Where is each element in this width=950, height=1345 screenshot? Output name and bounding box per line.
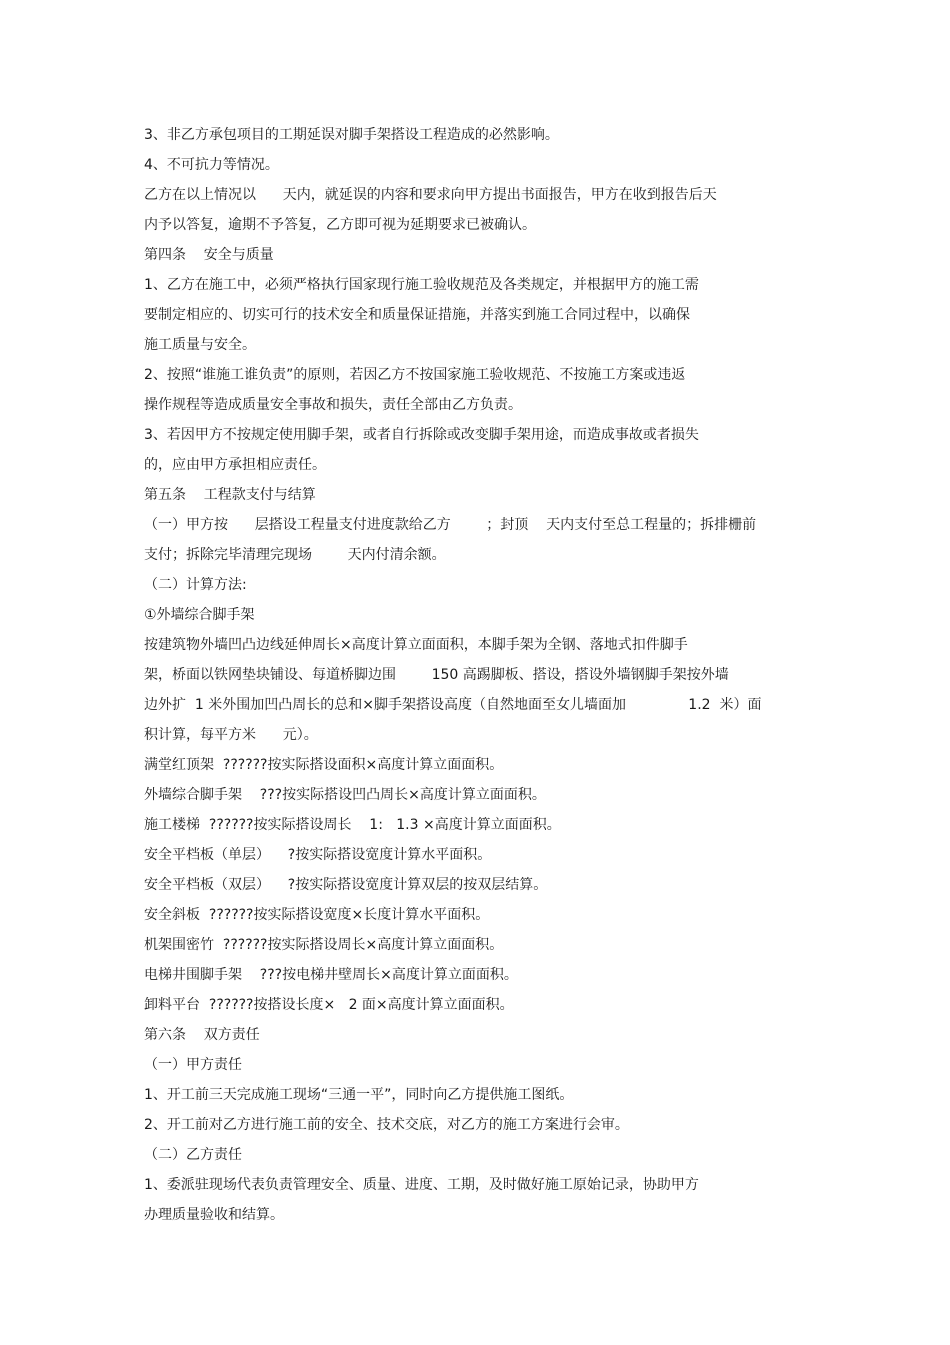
text-line: 的，应由甲方承担相应责任。 xyxy=(144,457,326,473)
section-heading: 第四条 安全与质量 xyxy=(144,247,274,263)
text-line: 满堂红顶架 ??????按实际搭设面积×高度计算立面面积。 xyxy=(144,757,504,773)
text-line: （二）乙方责任 xyxy=(144,1147,242,1163)
text-line: 施工质量与安全。 xyxy=(144,337,256,353)
text-line: 3、非乙方承包项目的工期延误对脚手架搭设工程造成的必然影响。 xyxy=(144,127,559,143)
text-line: 卸料平台 ??????按搭设长度× 2 面×高度计算立面面积。 xyxy=(144,997,514,1013)
text-line: （一）甲方按 层搭设工程量支付进度款给乙方 ；封顶 天内支付至总工程量的；拆排栅前 xyxy=(144,517,757,533)
text-line: 按建筑物外墙凹凸边线延伸周长×高度计算立面面积，本脚手架为全钢、落地式扣件脚手 xyxy=(144,637,688,653)
text-line: 积计算，每平方米 元）。 xyxy=(144,727,318,743)
section-heading: 第六条 双方责任 xyxy=(144,1027,260,1043)
text-line: ①外墙综合脚手架 xyxy=(144,607,255,623)
text-line: 边外扩 1 米外围加凹凸周长的总和×脚手架搭设高度（自然地面至女儿墙面加 1.2 米）面 xyxy=(144,697,762,713)
text-line: （二）计算方法: xyxy=(144,577,247,593)
text-line: 机架围密竹 ??????按实际搭设周长×高度计算立面面积。 xyxy=(144,937,504,953)
text-line: 乙方在以上情况以 天内，就延误的内容和要求向甲方提出书面报告，甲方在收到报告后天 xyxy=(144,187,717,203)
text-line: 施工楼梯 ??????按实际搭设周长 1: 1.3 ×高度计算立面面积。 xyxy=(144,817,561,833)
text-line: 2、按照“谁施工谁负责”的原则，若因乙方不按国家施工验收规范、不按施工方案或违返 xyxy=(144,367,686,383)
text-line: 1、开工前三天完成施工现场“三通一平”，同时向乙方提供施工图纸。 xyxy=(144,1087,574,1103)
text-line: 3、若因甲方不按规定使用脚手架，或者自行拆除或改变脚手架用途，而造成事故或者损失 xyxy=(144,427,699,443)
text-line: 要制定相应的、切实可行的技术安全和质量保证措施，并落实到施工合同过程中，以确保 xyxy=(144,307,690,323)
text-line: 安全平档板（单层） ?按实际搭设宽度计算水平面积。 xyxy=(144,847,492,863)
text-line: 1、委派驻现场代表负责管理安全、质量、进度、工期，及时做好施工原始记录，协助甲方 xyxy=(144,1177,699,1193)
text-line: 2、开工前对乙方进行施工前的安全、技术交底，对乙方的施工方案进行会审。 xyxy=(144,1117,629,1133)
text-line: 内予以答复，逾期不予答复，乙方即可视为延期要求已被确认。 xyxy=(144,217,536,233)
text-line: 架，桥面以铁网垫块铺设、每道桥脚边围 150 高踢脚板、搭设，搭设外墙钢脚手架按外墙 xyxy=(144,667,729,683)
text-line: 外墙综合脚手架 ???按实际搭设凹凸周长×高度计算立面面积。 xyxy=(144,787,546,803)
text-line: 1、乙方在施工中，必须严格执行国家现行施工验收规范及各类规定，并根据甲方的施工需 xyxy=(144,277,699,293)
text-line: 4、不可抗力等情况。 xyxy=(144,157,279,173)
text-line: 安全平档板（双层） ?按实际搭设宽度计算双层的按双层结算。 xyxy=(144,877,548,893)
text-line: 电梯井围脚手架 ???按电梯井壁周长×高度计算立面面积。 xyxy=(144,967,518,983)
text-line: 支付；拆除完毕清理完现场 天内付清余额。 xyxy=(144,547,446,563)
text-line: 办理质量验收和结算。 xyxy=(144,1207,284,1223)
text-line: 操作规程等造成质量安全事故和损失，责任全部由乙方负责。 xyxy=(144,397,522,413)
text-line: 安全斜板 ??????按实际搭设宽度×长度计算水平面积。 xyxy=(144,907,490,923)
section-heading: 第五条 工程款支付与结算 xyxy=(144,487,316,503)
text-line: （一）甲方责任 xyxy=(144,1057,242,1073)
